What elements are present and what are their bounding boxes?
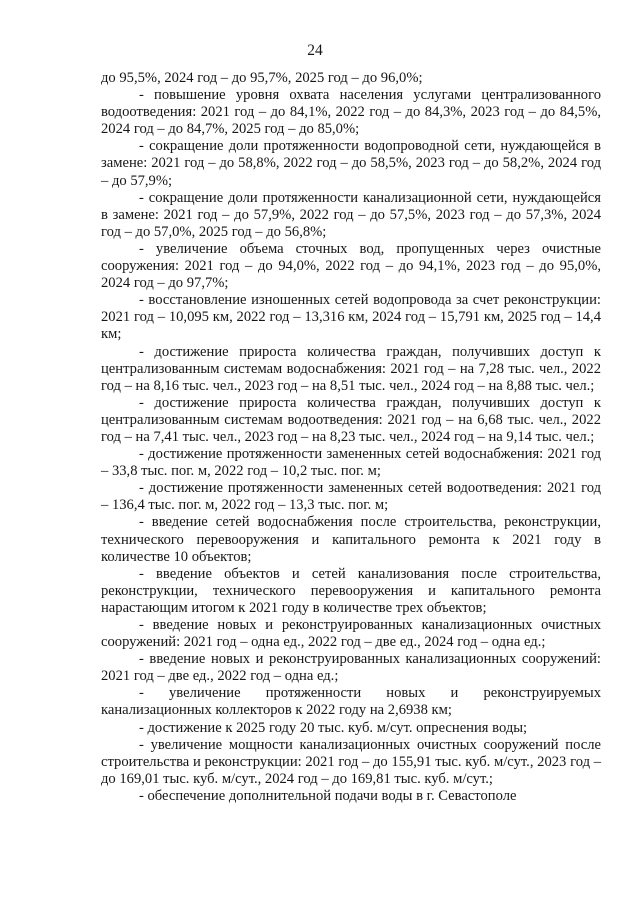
list-item-treatment-facilities: - введение новых и реконструированных канализационных очистных сооружений: 2021 год – одна ед., 2022 год – две ед., 2024 год – одна ед.; (101, 617, 601, 651)
list-item-wastewater-treatment: - увеличение объема сточных вод, пропущенных через очистные сооружения: 2021 год – до 94,0%, 2022 год – до 94,1%, 2023 год – до 95,0%, 2024 год – до 97,7%; (101, 240, 601, 292)
paragraph-continuation: до 95,5%, 2024 год – до 95,7%, 2025 год – до 96,0%; (101, 70, 423, 86)
document-body (101, 70, 601, 805)
list-item-sewerage-objects-commissioning: - введение объектов и сетей канализования после строительства, реконструкции, технического перевооружения и капитального ремонта нарастающим итогом к 2021 году в количестве трех объектов; (101, 565, 601, 616)
list-item-sewer-facilities: - введение новых и реконструированных канализационных сооружений: 2021 год – две ед., 2022 год – одна ед.; (101, 651, 601, 685)
list-item-water-network-replacement: - сокращение доли протяженности водопроводной сети, нуждающейся в замене: 2021 год – до 58,8%, 2022 год – до 58,5%, 2023 год – до 58,2%, 2024 год – до 57,9%; (101, 138, 601, 189)
page-number: 24 (307, 42, 323, 59)
list-item-treatment-capacity: - увеличение мощности канализационных очистных сооружений после строительства и реконструкции: 2021 год – до 155,91 тыс. куб. м/сут., 2023 год – до 169,01 тыс. куб. м/сут., 2024 год – до 169,81 тыс. куб. м/сут.; (101, 736, 601, 787)
list-item-sewerage-access: - достижение прироста количества граждан, получивших доступ к централизованным системам водоотведения: 2021 год – на 6,68 тыс. чел., 2022 год – на 7,41 тыс. чел., 2023 год – на 8,23 тыс. чел., 2024 год – на 9,14 тыс. чел.; (101, 394, 601, 445)
list-item-replaced-sewer-networks: - достижение протяженности замененных сетей водоотведения: 2021 год – 136,4 тыс. пог. м, 2022 год – 13,3 тыс. пог. м; (101, 480, 601, 514)
list-item-sewer-collectors: - увеличение протяженности новых и реконструируемых канализационных коллекторов к 2022 году на 2,6938 км; (101, 685, 601, 719)
list-item-water-network-restoration: - восстановление изношенных сетей водопровода за счет реконструкции: 2021 год – 10,095 км, 2022 год – 13,316 км, 2024 год – 15,791 км, 2025 год – 14,4 км; (101, 292, 601, 343)
list-item-additional-water-supply: - обеспечение дополнительной подачи воды в г. Севастополе (139, 787, 517, 804)
list-item-sewer-network-replacement: - сокращение доли протяженности канализационной сети, нуждающейся в замене: 2021 год – до 57,9%, 2022 год – до 57,5%, 2023 год – до 57,3%, 2024 год – до 57,0%, 2025 год – до 56,8%; (101, 189, 601, 240)
list-item-sewerage-coverage: - повышение уровня охвата населения услугами централизованного водоотведения: 2021 год – до 84,1%, 2022 год – до 84,3%, 2023 год – до 84,5%, 2024 год – до 84,7%, 2025 год – до 85,0%; (101, 87, 601, 138)
list-item-replaced-water-networks: - достижение протяженности замененных сетей водоснабжения: 2021 год – 33,8 тыс. пог. м, 2022 год – 10,2 тыс. пог. м; (101, 446, 601, 480)
list-item-water-networks-commissioning: - введение сетей водоснабжения после строительства, реконструкции, технического перевооружения и капитального ремонта к 2021 году в количестве 10 объектов; (101, 514, 601, 565)
list-item-water-supply-access: - достижение прироста количества граждан, получивших доступ к централизованным системам водоснабжения: 2021 год – на 7,28 тыс. чел., 2022 год – на 8,16 тыс. чел., 2023 год – на 8,51 тыс. чел., 2024 год – на 8,88 тыс. чел.; (101, 343, 601, 394)
list-item-desalination: - достижение к 2025 году 20 тыс. куб. м/сут. опреснения воды; (139, 719, 528, 736)
